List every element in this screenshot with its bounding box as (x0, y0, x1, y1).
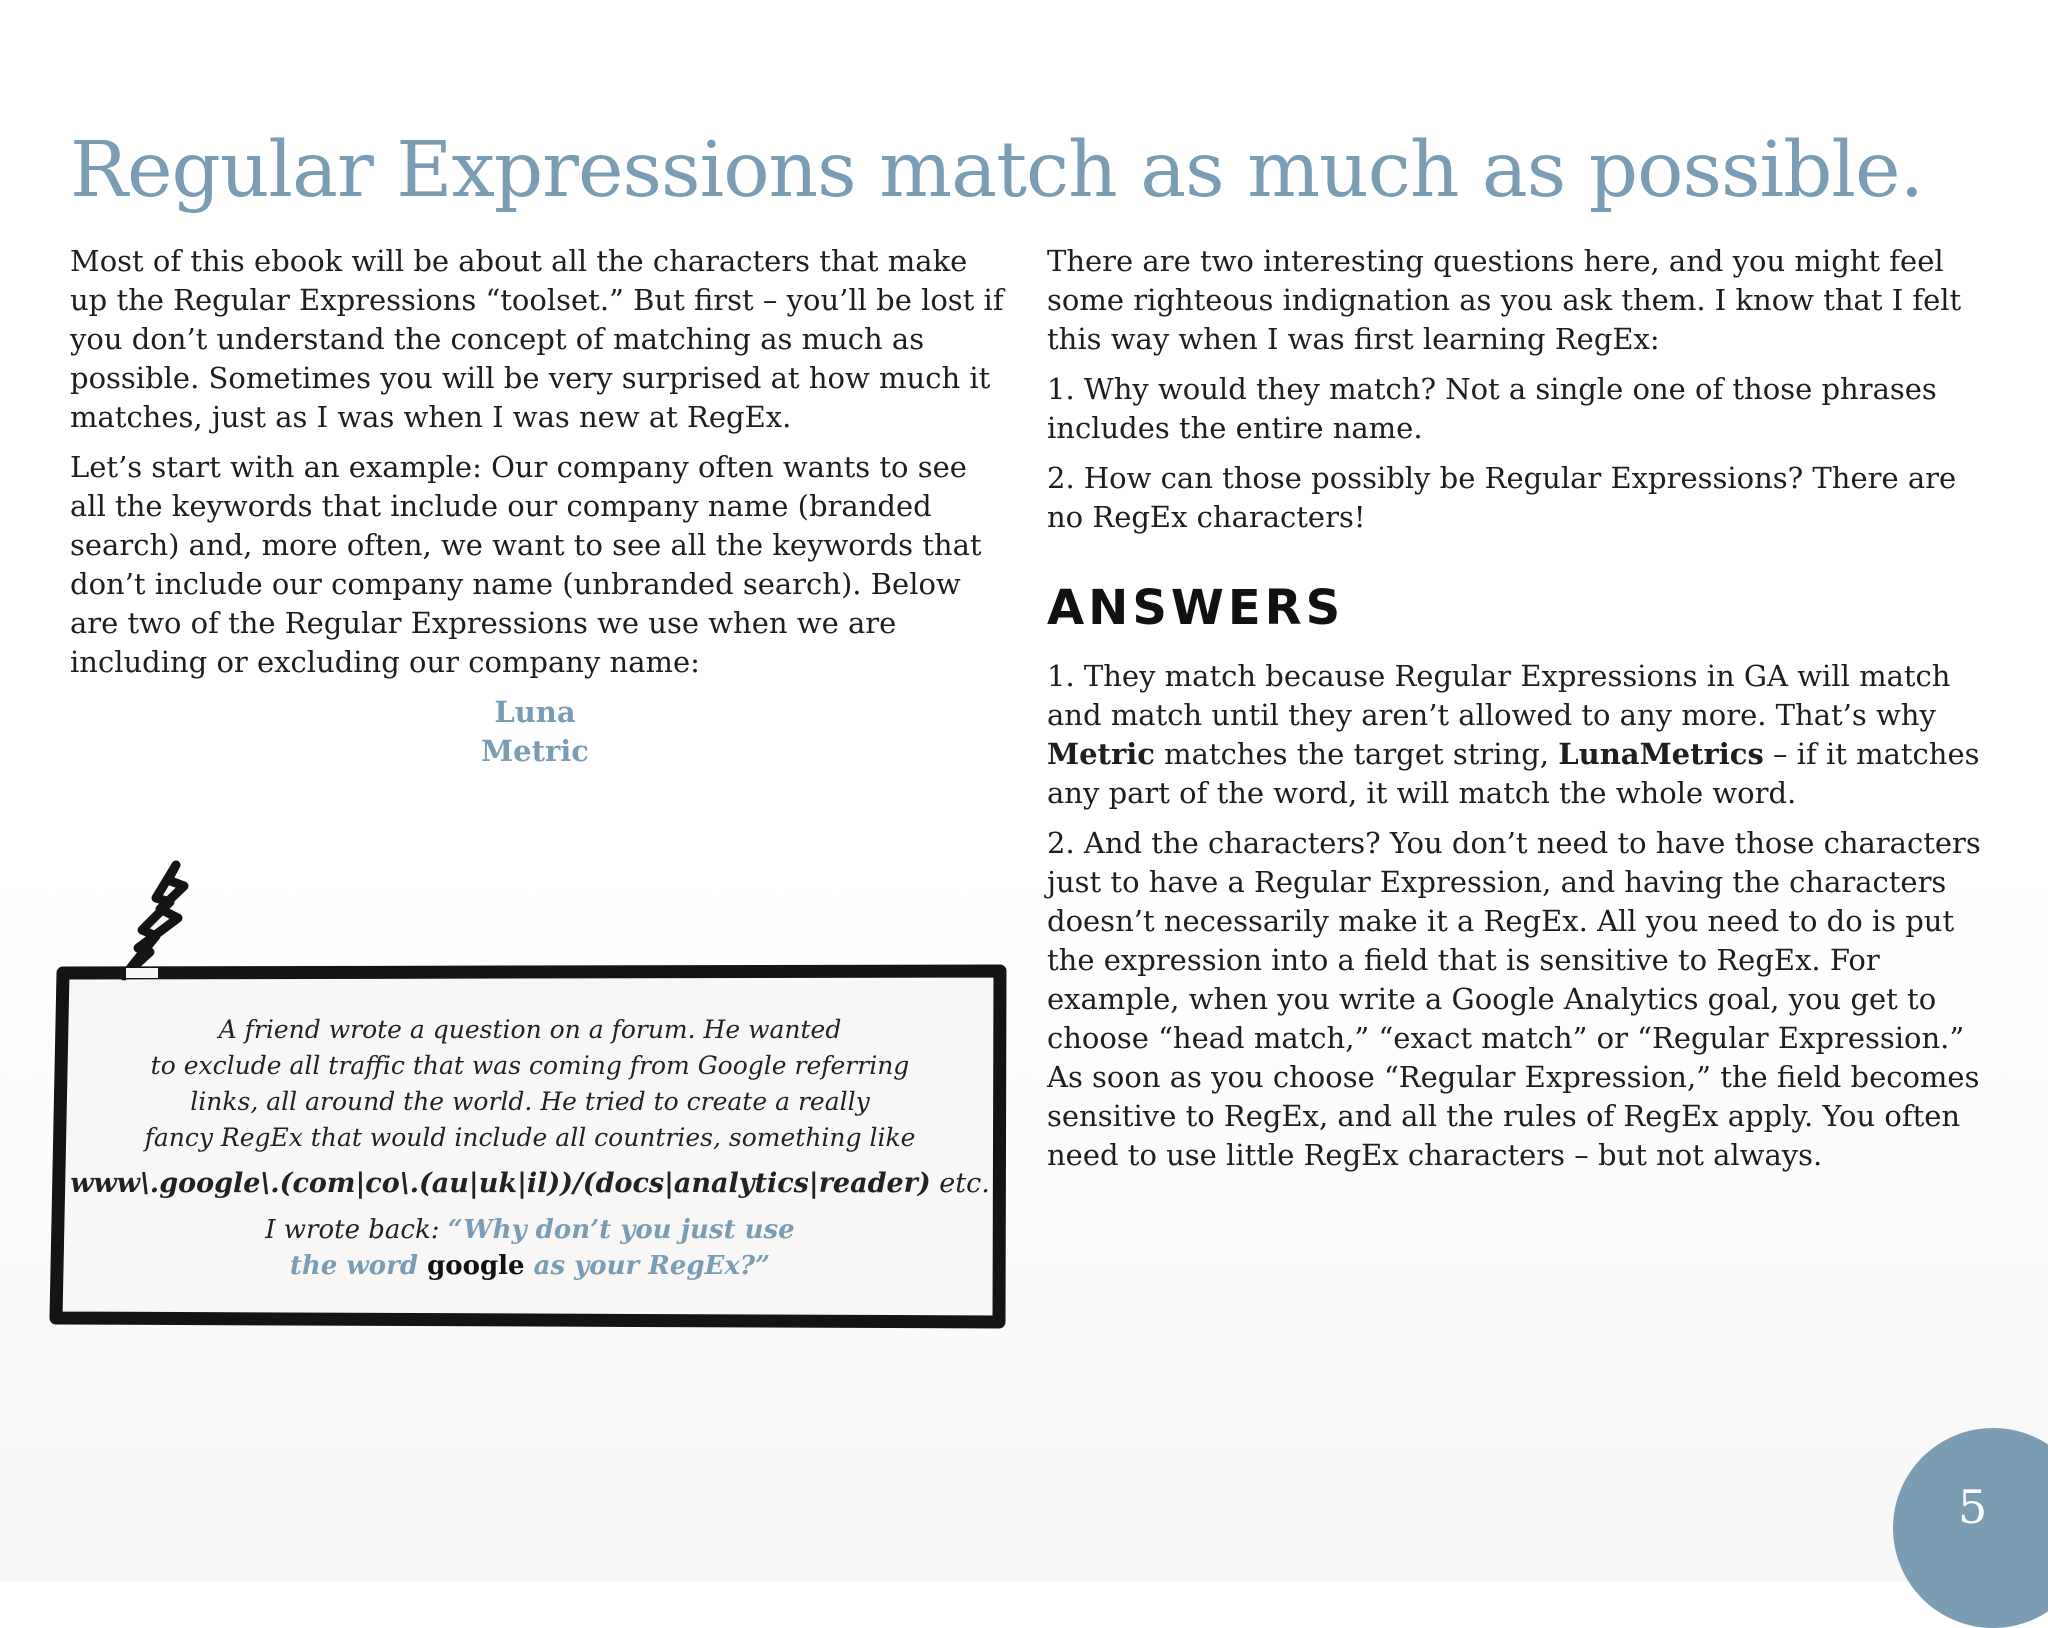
example-paragraph: Let’s start with an example: Our company often wants to see all the keywords that include our company name (branded search) and, more often, we want to see all the keywords that don’t include our company name (unbranded search). Below are two of the Regular Expressions we use when we are including or excluding our company name: (70, 450, 982, 679)
reply-quote-2b: as your RegEx?” (524, 1251, 771, 1281)
question-2: 2. How can those possibly be Regular Expressions? There are no RegEx characters! (1047, 461, 1957, 534)
speech-bubble-tail (124, 865, 184, 976)
answer-2: 2. And the characters? You don’t need to have those characters just to have a Regular Expression, and having the characters doesn’t necessarily make it a RegEx. All you need to do is put the expression into a field that is sensitive to RegEx. For example, when you write a Google Analytics goal, you get to choose “head match,” “exact match” or “Regular Expression.” As soon as you choose “Regular Expression,” the field becomes sensitive to RegEx, and all the rules of RegEx apply. You often need to use little RegEx characters – but not always. (1047, 826, 1981, 1172)
reply-quote-2a: the word (289, 1251, 428, 1281)
page-number-badge (1893, 1428, 2048, 1628)
bubble-reply-line-2 (70, 1248, 990, 1284)
answer-1-lunametrics: LunaMetrics (1558, 737, 1764, 771)
bubble-regex (70, 1166, 990, 1202)
page-title: Regular Expressions match as much as possible. (70, 126, 1924, 215)
answer-1 (1047, 657, 1987, 813)
speech-bubble (70, 1012, 990, 1284)
reply-word: google (427, 1251, 525, 1281)
questions-intro: There are two interesting questions here, and you might feel some righteous indignation as you ask them. I know that I felt this way when I was first learning RegEx: (1047, 244, 1962, 356)
bubble-line-1: A friend wrote a question on a forum. He wanted (218, 1015, 842, 1044)
question-1: 1. Why would they match? Not a single one of those phrases includes the entire name. (1047, 372, 1937, 445)
page-number: 5 (1958, 1480, 1988, 1534)
answers-heading (1047, 581, 1987, 635)
bubble-line-2: to exclude all traffic that was coming from Google referring (150, 1051, 910, 1080)
answer-1-part-3: – if it matches any part of the word, it will match the whole word. (1047, 737, 1980, 810)
answer-1-part-1: 1. They match because Regular Expressions in GA will match and match until they aren’t allowed to any more. That’s why (1047, 659, 1951, 732)
answers-heading-text: ANSWERS (1047, 580, 1345, 636)
regex-pattern: www\.google\.(com|co\.(au|uk|il))/(docs|analytics|reader) (70, 1168, 931, 1199)
regex-example-luna: Luna (494, 695, 576, 729)
right-column (1047, 242, 1987, 1186)
regex-etc: etc. (930, 1168, 990, 1199)
answer-1-part-2: matches the target string, (1154, 737, 1559, 771)
reply-quote-1: “Why don’t you just use (447, 1215, 795, 1245)
bubble-line-4: fancy RegEx that would include all countries, something like (144, 1123, 916, 1152)
intro-paragraph: Most of this ebook will be about all the characters that make up the Regular Expressions “toolset.” But first – you’ll be lost if you don’t understand the concept of matching as much as possible. Sometimes you will be very surprised at how much it matches, just as I was when I was new at RegEx. (70, 244, 1004, 434)
answer-1-metric: Metric (1047, 737, 1155, 771)
bubble-line-3: links, all around the world. He tried to create a really (190, 1087, 870, 1116)
reply-prefix: I wrote back: (265, 1215, 448, 1245)
regex-example-metric: Metric (481, 734, 589, 768)
bubble-reply-line-1 (70, 1212, 990, 1248)
